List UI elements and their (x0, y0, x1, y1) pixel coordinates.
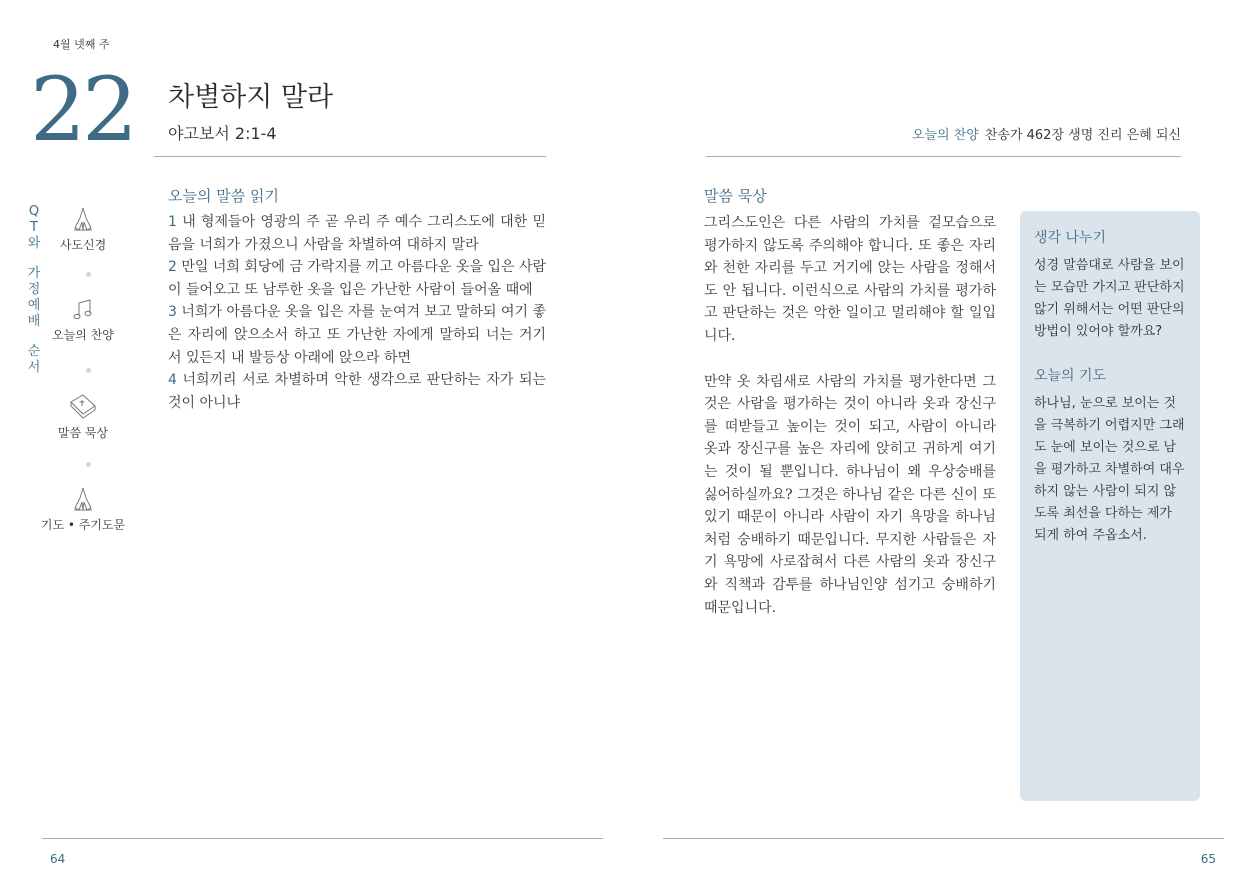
hymn-title: 찬송가 462장 생명 진리 은혜 되신 (984, 128, 1181, 143)
bible-icon (68, 392, 98, 420)
step-separator-dot (86, 272, 91, 277)
day-number: 22 (30, 58, 134, 161)
step-prayer (38, 486, 128, 533)
share-text: 성경 말씀대로 사람을 보이는 모습만 가지고 판단하지 않기 위해서는 어떤 판단의 방법이 있어야 할까요? (1034, 258, 1185, 339)
meditation-paragraph: 그리스도인은 다른 사람의 가치를 겉모습으로 평가하지 않도록 주의해야 합니다. 또 좋은 자리와 천한 자리를 두고 거기에 앉는 사람을 정해서도 안 됩니다. 이런식으로 사람의 가치를 평가하고 판단하는 것은 악한 일이고 멀리해야 할 일입니다. (704, 215, 996, 344)
share-heading: 생각 나누기 (1034, 230, 1107, 246)
header-rule-right (706, 156, 1181, 157)
step-todays-hymn (38, 298, 128, 343)
meditation-paragraph: 만약 옷 차림새로 사람의 가치를 평가한다면 그것은 사람을 평가하는 것이 아니라 옷과 장신구를 떠받들고 높이는 것이 되고, 사람이 아니라 옷과 장신구를 높은 자리에 앉히고 귀하게 여기는 것이 될 뿐입니다. 하나님이 왜 우상숭배를 싫어하실까요? 그것은 하나님 같은 다른 신이 또 있기 때문이 아니라 사람이 자기 욕망을 하나님처럼 숭배하기 때문입니다. 무지한 사람들은 자기 욕망에 사로잡혀서 다른 사람의 옷과 장신구와 직책과 감투를 하나님인양 섬기고 숭배하기 때문입니다. (704, 373, 996, 616)
step-label: 오늘의 찬양 (52, 328, 114, 342)
vertical-section-title: Q T 와 가 정 예 배 순 서 (27, 204, 41, 375)
meditation-body (704, 212, 996, 642)
step-meditation (38, 392, 128, 441)
page-number-left: 64 (50, 852, 66, 866)
step-separator-dot (86, 368, 91, 373)
verse: 3 너희가 아름다운 옷을 입은 자를 눈여겨 보고 말하되 여기 좋은 자리에 앉으소서 하고 또 가난한 자에게 말하되 너는 거기 서 있든지 내 발등상 아래에 앉으라 하면 (168, 304, 546, 366)
step-separator-dot (86, 462, 91, 467)
meditation-heading: 말씀 묵상 (704, 187, 767, 205)
week-label: 4월 넷째 주 (53, 38, 110, 51)
verse: 4 너희끼리 서로 차별하며 악한 생각으로 판단하는 자가 되는 것이 아니냐 (168, 372, 546, 411)
verse: 2 만일 너희 회당에 금 가락지를 끼고 아름다운 옷을 입은 사람이 들어오고 또 남루한 옷을 입은 가난한 사람이 들어올 때에 (168, 259, 546, 298)
prayer-heading: 오늘의 기도 (1034, 368, 1107, 384)
scripture-reading (168, 211, 546, 414)
page-number-right: 65 (1200, 852, 1216, 866)
todays-hymn (912, 124, 1181, 143)
verse: 1 내 형제들아 영광의 주 곧 우리 주 예수 그리스도에 대한 믿음을 너희가 가졌으니 사람을 차별하여 대하지 말라 (168, 214, 546, 253)
step-label: 사도신경 (59, 238, 107, 252)
header-rule-left (154, 156, 546, 157)
step-label: 기도 • 주기도문 (40, 518, 126, 532)
hymn-label: 오늘의 찬양 (911, 128, 979, 143)
reading-heading: 오늘의 말씀 읽기 (168, 187, 279, 205)
footer-rule-right (663, 838, 1224, 839)
music-note-icon (70, 298, 96, 322)
step-label: 말씀 묵상 (57, 426, 109, 440)
scripture-reference: 야고보서 2:1-4 (168, 124, 277, 143)
prayer-text: 하나님, 눈으로 보이는 것을 극복하기 어렵지만 그래도 눈에 보이는 것으로 남을 평가하고 차별하여 대우하지 않는 사람이 되지 않도록 최선을 다하는 제가 되게 하여 주옵소서. (1034, 396, 1185, 543)
step-apostles-creed (38, 206, 128, 253)
reflection-panel (1020, 211, 1200, 801)
page-title: 차별하지 말라 (168, 82, 334, 113)
praying-hands-icon (70, 206, 96, 232)
praying-hands-icon (70, 486, 96, 512)
footer-rule-left (42, 838, 603, 839)
